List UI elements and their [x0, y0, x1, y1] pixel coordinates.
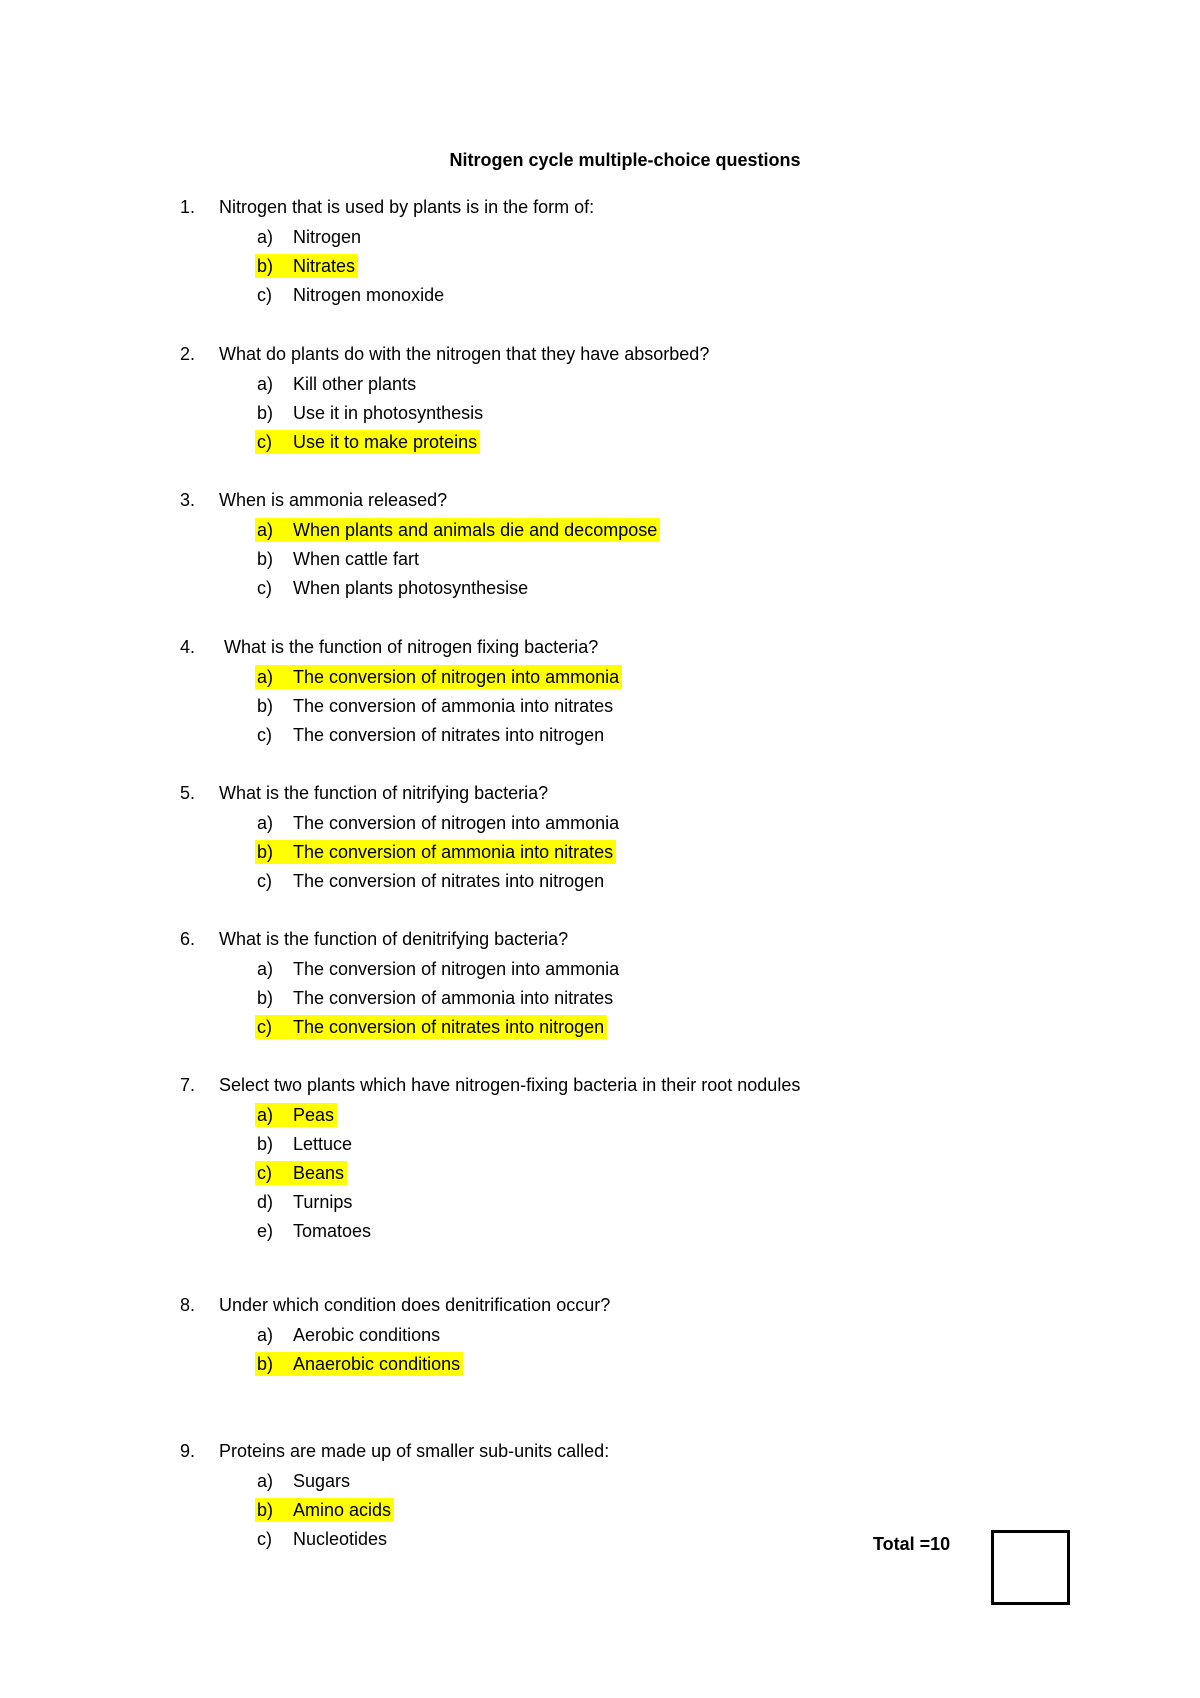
option-letter: c): [257, 577, 272, 598]
option-text: Use it to make proteins: [293, 431, 478, 452]
option-letter: a): [257, 1324, 274, 1345]
option-letter: c): [257, 724, 272, 745]
answer-option: [180, 1100, 1080, 1129]
option-body: [255, 372, 419, 396]
option-text: When cattle fart: [293, 548, 420, 569]
question-text: When is ammonia released?: [219, 490, 448, 510]
answer-option: [180, 1158, 1080, 1187]
answer-option: [180, 808, 1080, 837]
option-body: [255, 1527, 390, 1551]
option-text: Nucleotides: [293, 1528, 388, 1549]
question-number: 2.: [180, 344, 196, 364]
highlighted-answer: [255, 1352, 463, 1376]
answer-option: [180, 1216, 1080, 1245]
option-letter: a): [257, 666, 274, 687]
option-letter: d): [257, 1191, 274, 1212]
answer-option: [180, 837, 1080, 866]
option-text: The conversion of ammonia into nitrates: [293, 841, 614, 862]
highlighted-answer: [255, 840, 616, 864]
question-4: [180, 633, 1080, 749]
answer-option: [180, 983, 1080, 1012]
option-letter: a): [257, 1104, 274, 1125]
option-letter: b): [257, 841, 274, 862]
answer-option: [180, 280, 1080, 309]
option-text: Nitrogen monoxide: [293, 284, 445, 305]
option-letter: a): [257, 958, 274, 979]
option-text: The conversion of ammonia into nitrates: [293, 695, 614, 716]
question-line: [180, 925, 1080, 954]
option-body: [255, 225, 364, 249]
option-letter: c): [257, 284, 272, 305]
option-text: Aerobic conditions: [293, 1324, 441, 1345]
option-letter: a): [257, 373, 274, 394]
question-line: [180, 633, 1080, 662]
option-letter: b): [257, 987, 274, 1008]
question-text: Under which condition does denitrification occur?: [219, 1295, 611, 1315]
option-text: Turnips: [293, 1191, 353, 1212]
answer-option: [180, 691, 1080, 720]
option-text: The conversion of ammonia into nitrates: [293, 987, 614, 1008]
option-text: Anaerobic conditions: [293, 1353, 461, 1374]
question-line: [180, 779, 1080, 808]
answer-option: [180, 398, 1080, 427]
question-number: 1.: [180, 197, 196, 217]
question-text: What is the function of nitrogen fixing bacteria?: [219, 637, 599, 657]
question-5: [180, 779, 1080, 895]
option-letter: b): [257, 1353, 274, 1374]
question-text: Proteins are made up of smaller sub-units called:: [219, 1441, 610, 1461]
option-text: The conversion of nitrates into nitrogen: [293, 1016, 605, 1037]
option-text: When plants and animals die and decompose: [293, 519, 658, 540]
answer-option: [180, 1129, 1080, 1158]
option-text: Peas: [293, 1104, 335, 1125]
option-body: [255, 1219, 374, 1243]
option-letter: b): [257, 402, 274, 423]
highlighted-answer: [255, 1498, 394, 1522]
question-line: [180, 1291, 1080, 1320]
option-text: Nitrogen: [293, 226, 362, 247]
option-letter: a): [257, 519, 274, 540]
question-text: What is the function of nitrifying bacteria?: [219, 783, 549, 803]
question-number: 3.: [180, 490, 196, 510]
option-text: Use it in photosynthesis: [293, 402, 484, 423]
answer-option: [180, 1466, 1080, 1495]
answer-option: [180, 573, 1080, 602]
option-letter: a): [257, 812, 274, 833]
question-number: 4.: [180, 637, 196, 657]
answer-option: [180, 1320, 1080, 1349]
option-letter: b): [257, 695, 274, 716]
answer-option: [180, 1187, 1080, 1216]
answer-option: [180, 1349, 1080, 1378]
answer-option: [180, 251, 1080, 280]
highlighted-answer: [255, 430, 480, 454]
question-line: [180, 340, 1080, 369]
answer-option: [180, 427, 1080, 456]
option-text: Amino acids: [293, 1499, 392, 1520]
option-body: [255, 811, 622, 835]
option-text: Sugars: [293, 1470, 351, 1491]
question-line: [180, 1437, 1080, 1466]
option-body: [255, 283, 447, 307]
option-body: [255, 1190, 355, 1214]
highlighted-answer: [255, 1103, 337, 1127]
question-3: [180, 486, 1080, 602]
answer-option: [180, 662, 1080, 691]
option-body: [255, 869, 607, 893]
option-body: [255, 576, 531, 600]
question-number: 5.: [180, 783, 196, 803]
question-number: 7.: [180, 1075, 196, 1095]
option-text: Beans: [293, 1162, 345, 1183]
question-number: 9.: [180, 1441, 196, 1461]
option-text: Lettuce: [293, 1133, 353, 1154]
option-letter: a): [257, 1470, 274, 1491]
option-body: [255, 1323, 443, 1347]
answer-option: [180, 954, 1080, 983]
option-text: When plants photosynthesise: [293, 577, 529, 598]
option-body: [255, 401, 486, 425]
option-letter: b): [257, 255, 274, 276]
option-letter: b): [257, 1499, 274, 1520]
option-body: [255, 723, 607, 747]
option-body: [255, 1132, 355, 1156]
highlighted-answer: [255, 518, 660, 542]
option-text: The conversion of nitrates into nitrogen: [293, 870, 605, 891]
option-text: The conversion of nitrogen into ammonia: [293, 666, 620, 687]
score-box: [991, 1530, 1070, 1605]
question-line: [180, 486, 1080, 515]
option-body: [255, 694, 616, 718]
option-text: The conversion of nitrates into nitrogen: [293, 724, 605, 745]
highlighted-answer: [255, 254, 358, 278]
question-text: Nitrogen that is used by plants is in the form of:: [219, 197, 595, 217]
option-letter: c): [257, 870, 272, 891]
option-letter: b): [257, 548, 274, 569]
highlighted-answer: [255, 1015, 607, 1039]
option-text: Kill other plants: [293, 373, 417, 394]
option-body: [255, 547, 422, 571]
question-text: Select two plants which have nitrogen-fixing bacteria in their root nodules: [219, 1075, 801, 1095]
question-number: 6.: [180, 929, 196, 949]
document-title: Nitrogen cycle multiple-choice questions: [449, 150, 801, 170]
option-letter: c): [257, 1528, 272, 1549]
question-8: [180, 1291, 1080, 1378]
option-letter: c): [257, 1162, 272, 1183]
option-letter: a): [257, 226, 274, 247]
question-2: [180, 340, 1080, 456]
question-line: [180, 193, 1080, 222]
option-letter: c): [257, 1016, 272, 1037]
question-text: What is the function of denitrifying bacteria?: [219, 929, 569, 949]
answer-option: [180, 1495, 1080, 1524]
option-text: Tomatoes: [293, 1220, 372, 1241]
option-letter: b): [257, 1133, 274, 1154]
option-letter: e): [257, 1220, 274, 1241]
answer-option: [180, 222, 1080, 251]
option-body: [255, 957, 622, 981]
answer-option: [180, 544, 1080, 573]
answer-option: [180, 369, 1080, 398]
highlighted-answer: [255, 1161, 347, 1185]
question-7: [180, 1071, 1080, 1245]
question-6: [180, 925, 1080, 1041]
answer-option: [180, 720, 1080, 749]
question-line: [180, 1071, 1080, 1100]
question-number: 8.: [180, 1295, 196, 1315]
highlighted-answer: [255, 665, 622, 689]
question-1: [180, 193, 1080, 309]
option-text: The conversion of nitrogen into ammonia: [293, 958, 620, 979]
option-text: Nitrates: [293, 255, 356, 276]
option-letter: c): [257, 431, 272, 452]
option-body: [255, 1469, 353, 1493]
total-label: Total =10: [873, 1534, 951, 1554]
option-text: The conversion of nitrogen into ammonia: [293, 812, 620, 833]
option-body: [255, 986, 616, 1010]
answer-option: [180, 1012, 1080, 1041]
question-text: What do plants do with the nitrogen that they have absorbed?: [219, 344, 710, 364]
answer-option: [180, 866, 1080, 895]
answer-option: [180, 515, 1080, 544]
